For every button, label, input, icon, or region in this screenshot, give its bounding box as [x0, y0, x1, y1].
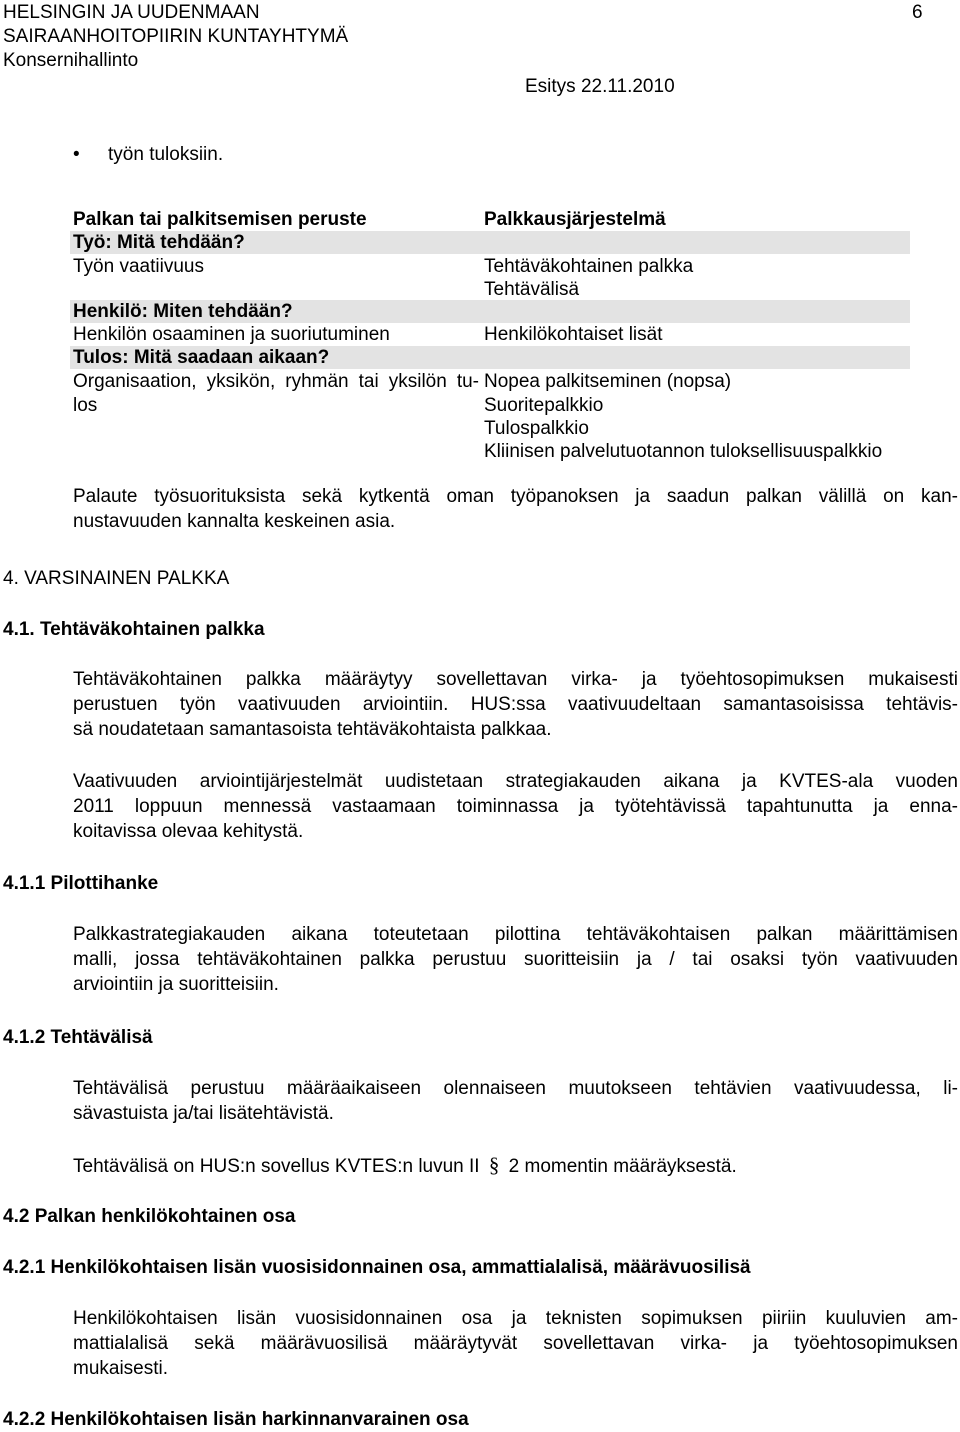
- paragraph-line: Tehtävälisä perustuu määräaikaiseen olennaiseen muutokseen tehtävien vaativuudessa, li-: [73, 1078, 958, 1099]
- paragraph-4-1-b: [73, 769, 958, 844]
- section-heading-result: Tulos: Mitä saadaan aikaan?: [73, 347, 330, 368]
- paragraph-4-1-2-a: [73, 1076, 958, 1126]
- table-col2-header: Palkkausjärjestelmä: [484, 209, 666, 230]
- intro-paragraph: [73, 484, 958, 534]
- table-col1-header: Palkan tai palkitsemisen peruste: [73, 209, 367, 230]
- heading-4-2: 4.2 Palkan henkilökohtainen osa: [3, 1206, 296, 1227]
- paragraph-line: Palkkastrategiakauden aikana toteutetaan pilottina tehtäväkohtaisen palkan määrittämisen: [73, 924, 958, 945]
- section-right-item: Suoritepalkkio: [484, 395, 604, 416]
- heading-4-1-1: 4.1.1 Pilottihanke: [3, 873, 159, 894]
- paragraph-line: malli, jossa tehtäväkohtainen palkka perustuu suoritteisiin ja / tai osaksi työn vaativuuden: [73, 949, 958, 970]
- heading-4-2-2: 4.2.2 Henkilökohtaisen lisän harkinnanvarainen osa: [3, 1409, 469, 1430]
- paragraph-line: mukaisesti.: [73, 1358, 169, 1379]
- heading-4: 4. VARSINAINEN PALKKA: [3, 568, 230, 589]
- section-right-item: Henkilökohtaiset lisät: [484, 324, 663, 345]
- paragraph-line: perustuen työn vaativuuden arviointiin. HUS:ssa vaativuudeltaan samantasoisissa tehtävis-: [73, 694, 958, 715]
- heading-4-1-2: 4.1.2 Tehtävälisä: [3, 1027, 153, 1048]
- paragraph-line: mattialalisä sekä määrävuosilisä määräytyvät sovellettavan virka- ja työehtosopimuksen: [73, 1333, 958, 1354]
- heading-4-2-1: 4.2.1 Henkilökohtaisen lisän vuosisidonnainen osa, ammattialalisä, määrävuosilisä: [3, 1257, 751, 1278]
- org-name-line3: Konsernihallinto: [3, 50, 139, 71]
- section-left-person: Henkilön osaaminen ja suoriutuminen: [73, 324, 390, 345]
- org-name-line1: HELSINGIN JA UUDENMAAN: [3, 2, 260, 23]
- paragraph-4-1-2-b: [73, 1153, 737, 1179]
- section-left-work: Työn vaatiivuus: [73, 256, 204, 277]
- bullet-text: työn tuloksiin.: [108, 144, 224, 165]
- org-name-line2: SAIRAANHOITOPIIRIN KUNTAYHTYMÄ: [3, 26, 349, 47]
- paragraph-line: arviointiin ja suoritteisiin.: [73, 974, 279, 995]
- section-right-item: Kliinisen palvelutuotannon tuloksellisuuspalkkio: [484, 441, 883, 462]
- paragraph-line: Henkilökohtaisen lisän vuosisidonnainen osa ja teknisten sopimuksen piiriin kuuluvien am-: [73, 1308, 958, 1329]
- section-right-item: Tehtäväkohtainen palkka: [484, 256, 694, 277]
- paragraph-text-before: Tehtävälisä on HUS:n sovellus KVTES:n luvun II: [73, 1156, 480, 1177]
- paragraph-4-2-1: [73, 1306, 958, 1381]
- paragraph-4-1-a: [73, 667, 958, 742]
- paragraph-4-1-1: [73, 922, 958, 997]
- paragraph-line: 2011 loppuun mennessä vastaamaan toiminnassa ja työtehtävissä tapahtunutta ja enna-: [73, 796, 958, 817]
- bullet-marker: •: [73, 144, 80, 165]
- section-sign: §: [488, 1153, 500, 1177]
- section-left-result: Organisaation, yksikön, ryhmän tai yksilön tu-: [73, 371, 479, 392]
- section-left-result-cont: los: [73, 395, 98, 416]
- heading-4-1: 4.1. Tehtäväkohtainen palkka: [3, 619, 265, 640]
- paragraph-line: nustavuuden kannalta keskeinen asia.: [73, 511, 396, 532]
- section-heading-work: Työ: Mitä tehdään?: [73, 232, 245, 253]
- paragraph-line: Tehtäväkohtainen palkka määräytyy sovellettavan virka- ja työehtosopimuksen mukaisesti: [73, 669, 958, 690]
- paragraph-line: koitavissa olevaa kehitystä.: [73, 821, 304, 842]
- section-right-item: Nopea palkitseminen (nopsa): [484, 371, 732, 392]
- section-right-item: Tehtävälisä: [484, 279, 580, 300]
- paragraph-line: Palaute työsuorituksista sekä kytkentä oman työpanoksen ja saadun palkan välillä on kan-: [73, 486, 958, 507]
- section-right-item: Tulospalkkio: [484, 418, 589, 439]
- paragraph-text-after: 2 momentin määräyksestä.: [508, 1156, 737, 1177]
- page-number: 6: [912, 2, 923, 23]
- presentation-date: Esitys 22.11.2010: [525, 76, 675, 97]
- paragraph-line: Vaativuuden arviointijärjestelmät uudistetaan strategiakauden aikana ja KVTES-ala vuoden: [73, 771, 958, 792]
- section-heading-person: Henkilö: Miten tehdään?: [73, 301, 293, 322]
- paragraph-line: sävastuista ja/tai lisätehtävistä.: [73, 1103, 334, 1124]
- paragraph-line: sä noudatetaan samantasoista tehtäväkohtaista palkkaa.: [73, 719, 552, 740]
